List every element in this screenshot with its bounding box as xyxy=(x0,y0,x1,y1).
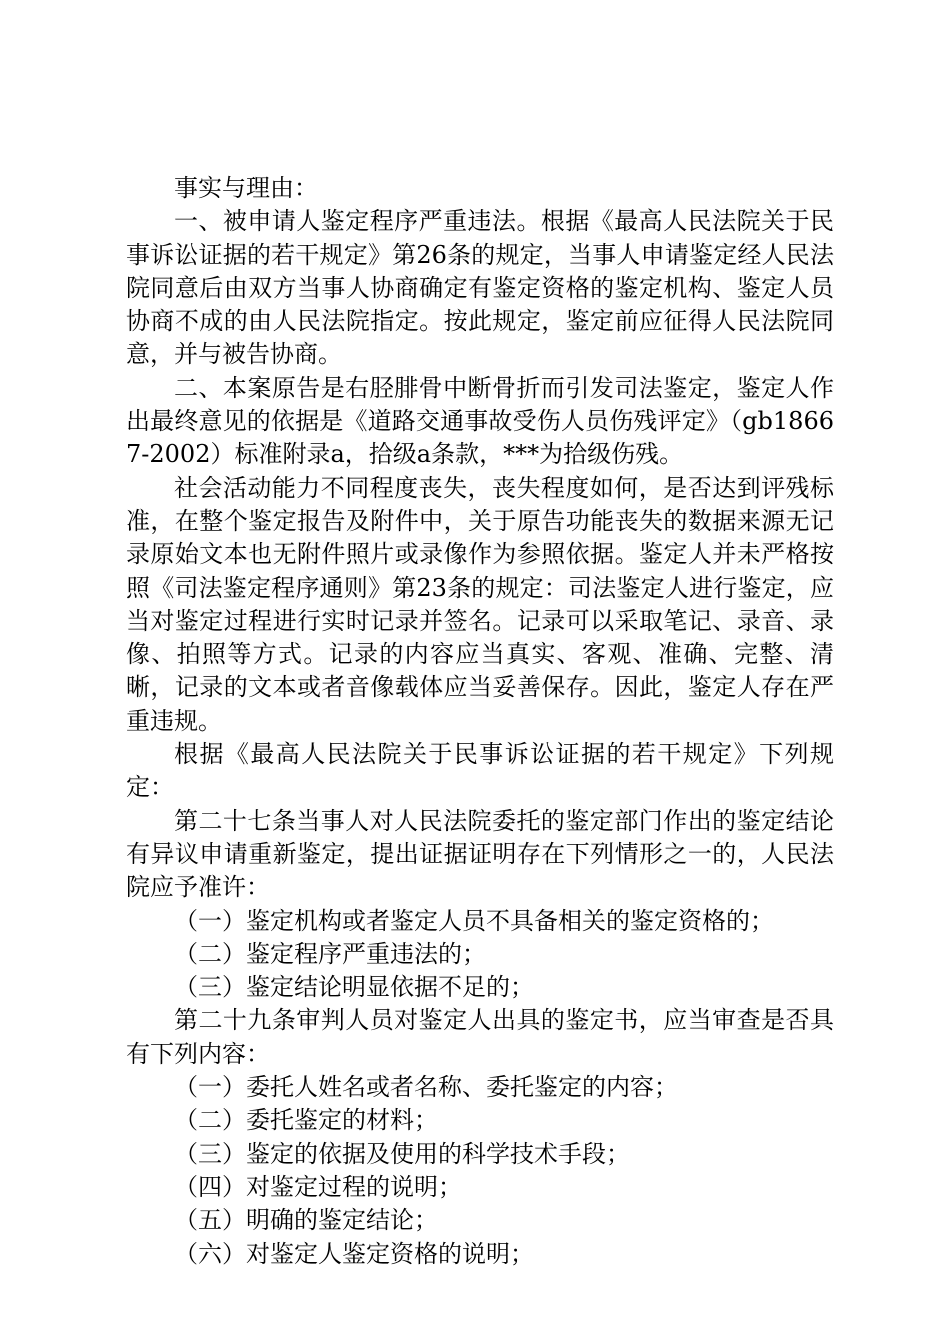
list-item: （二）鉴定程序严重违法的； xyxy=(174,939,486,968)
paragraph-procedure-violation: 一、被申请人鉴定程序严重违法。根据《最高人民法院关于民事诉讼证据的若干规定》第26条的规定，当事人申请鉴定经人民法院同意后由双方当事人协商确定有鉴定资格的鉴定机构、鉴定人员协商不成的由人民法院指定。按此规定，鉴定前应征得人民法院同意，并与被告协商。 xyxy=(126,207,834,369)
list-item: （三）鉴定结论明显依据不足的； xyxy=(174,973,534,1002)
list-item: （一）委托人姓名或者名称、委托鉴定的内容； xyxy=(174,1073,678,1102)
list-item: （一）鉴定机构或者鉴定人员不具备相关的鉴定资格的； xyxy=(174,906,774,935)
paragraph-article-29: 第二十九条审判人员对鉴定人出具的鉴定书，应当审查是否具有下列内容： xyxy=(126,1006,834,1068)
document-body xyxy=(126,172,834,1271)
paragraph-record-requirement: 社会活动能力不同程度丧失，丧失程度如何，是否达到评残标准，在整个鉴定报告及附件中，关于原告功能丧失的数据来源无记录原始文本也无附件照片或录像作为参照依据。鉴定人并未严格按照《司法鉴定程序通则》第23条的规定：司法鉴定人进行鉴定，应当对鉴定过程进行实时记录并签名。记录可以采取笔记、录音、录像、拍照等方式。记录的内容应当真实、客观、准确、完整、清晰，记录的文本或者音像载体应当妥善保存。因此，鉴定人存在严重违规。 xyxy=(126,473,834,735)
list-item: （四）对鉴定过程的说明； xyxy=(174,1172,462,1201)
list-item: （五）明确的鉴定结论； xyxy=(174,1206,438,1235)
list-item: （三）鉴定的依据及使用的科学技术手段； xyxy=(174,1139,630,1168)
list-item: （六）对鉴定人鉴定资格的说明； xyxy=(174,1239,534,1268)
section-heading: 事实与理由： xyxy=(174,174,318,202)
paragraph-injury-basis: 二、本案原告是右胫腓骨中断骨折而引发司法鉴定，鉴定人作出最终意见的依据是《道路交通事故受伤人员伤残评定》（gb18667-2002）标准附录a，拾级a条款，***为拾级伤残。 xyxy=(126,373,834,469)
paragraph-regulation-intro: 根据《最高人民法院关于民事诉讼证据的若干规定》下列规定： xyxy=(126,740,834,802)
paragraph-article-27: 第二十七条当事人对人民法院委托的鉴定部门作出的鉴定结论有异议申请重新鉴定，提出证据证明存在下列情形之一的，人民法院应予准许： xyxy=(126,806,834,902)
list-item: （二）委托鉴定的材料； xyxy=(174,1106,438,1135)
